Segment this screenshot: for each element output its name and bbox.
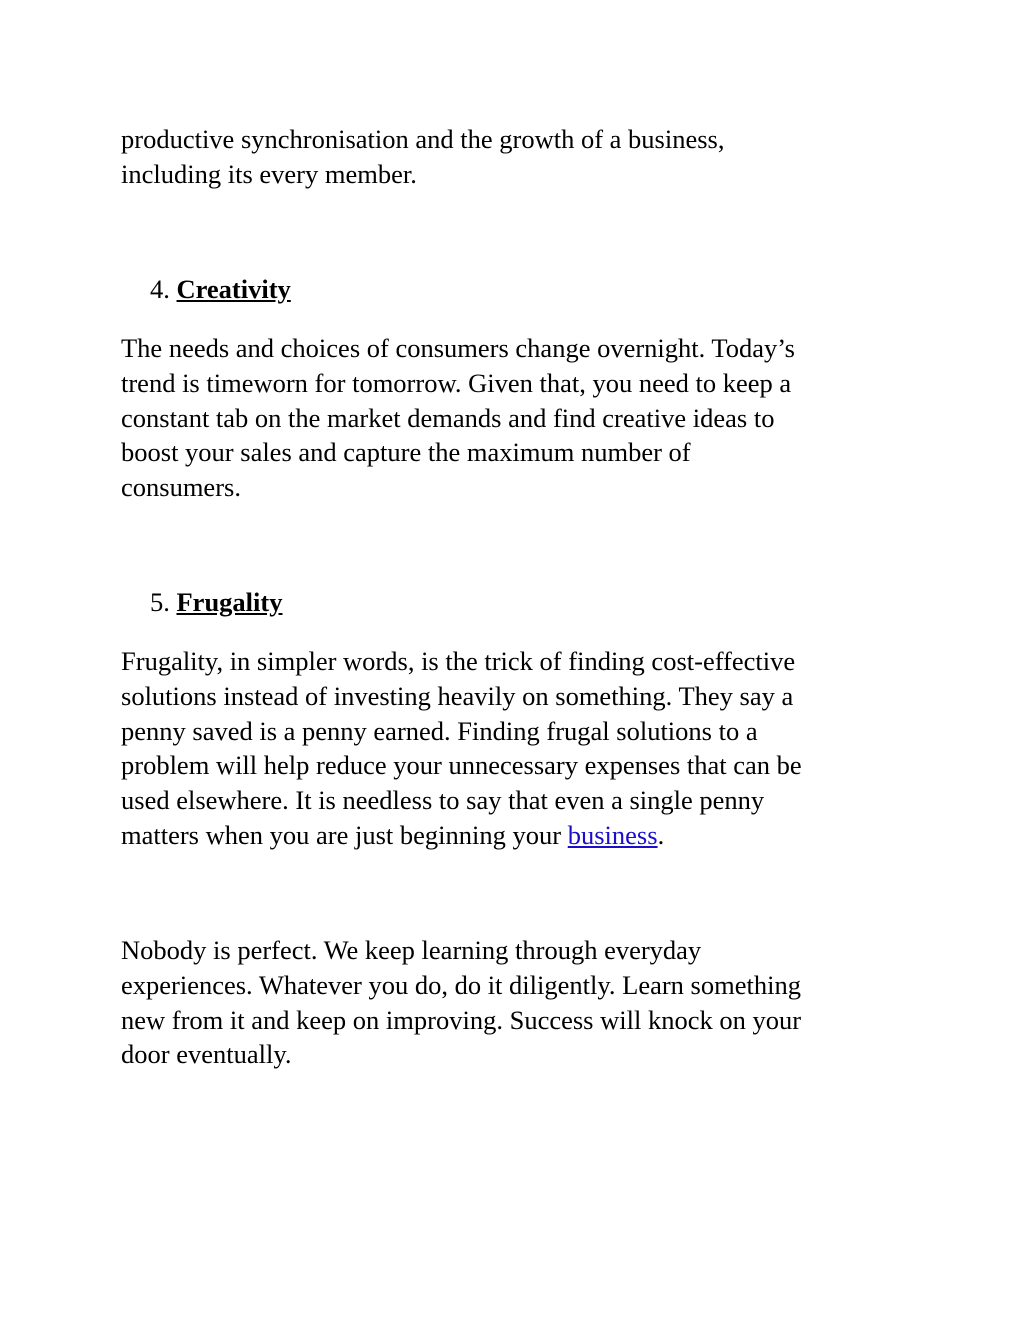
frugality-line-4: problem will help reduce your unnecessary expenses that can be <box>121 750 802 781</box>
frugality-paragraph <box>121 644 911 853</box>
section-title-creativity: Creativity <box>176 274 291 304</box>
business-link[interactable]: business <box>567 819 658 850</box>
section-number: 5. <box>150 587 170 617</box>
creativity-line-4: boost your sales and capture the maximum number of <box>121 437 691 468</box>
section-heading-creativity <box>150 272 291 307</box>
frugality-line-6-text: matters when you are just beginning your <box>121 819 568 850</box>
frugality-line-3: penny saved is a penny earned. Finding frugal solutions to a <box>121 715 758 746</box>
frugality-line-1: Frugality, in simpler words, is the trick of finding cost-effective <box>121 646 796 676</box>
intro-paragraph <box>121 122 911 192</box>
section-number: 4. <box>150 274 170 304</box>
intro-line-2: including its every member. <box>121 158 417 189</box>
section-heading-frugality <box>150 585 283 620</box>
frugality-line-6-suffix: . <box>657 819 665 850</box>
conclusion-line-1: Nobody is perfect. We keep learning through everyday <box>121 935 702 965</box>
creativity-line-5: consumers. <box>121 472 241 503</box>
creativity-paragraph <box>121 331 911 505</box>
intro-line-1: productive synchronisation and the growth of a business, <box>121 124 725 154</box>
creativity-line-2: trend is timeworn for tomorrow. Given that, you need to keep a <box>121 367 792 398</box>
conclusion-line-2: experiences. Whatever you do, do it diligently. Learn something <box>121 969 801 1000</box>
frugality-line-6 <box>121 818 911 853</box>
frugality-line-2: solutions instead of investing heavily on something. They say a <box>121 680 794 711</box>
creativity-line-3: constant tab on the market demands and find creative ideas to <box>121 402 775 433</box>
section-title-frugality: Frugality <box>176 587 283 617</box>
creativity-line-1: The needs and choices of consumers change overnight. Today’s <box>121 333 795 363</box>
frugality-line-5: used elsewhere. It is needless to say that even a single penny <box>121 785 765 816</box>
conclusion-paragraph <box>121 933 911 1072</box>
conclusion-line-4: door eventually. <box>121 1039 292 1070</box>
conclusion-line-3: new from it and keep on improving. Success will knock on your <box>121 1004 802 1035</box>
